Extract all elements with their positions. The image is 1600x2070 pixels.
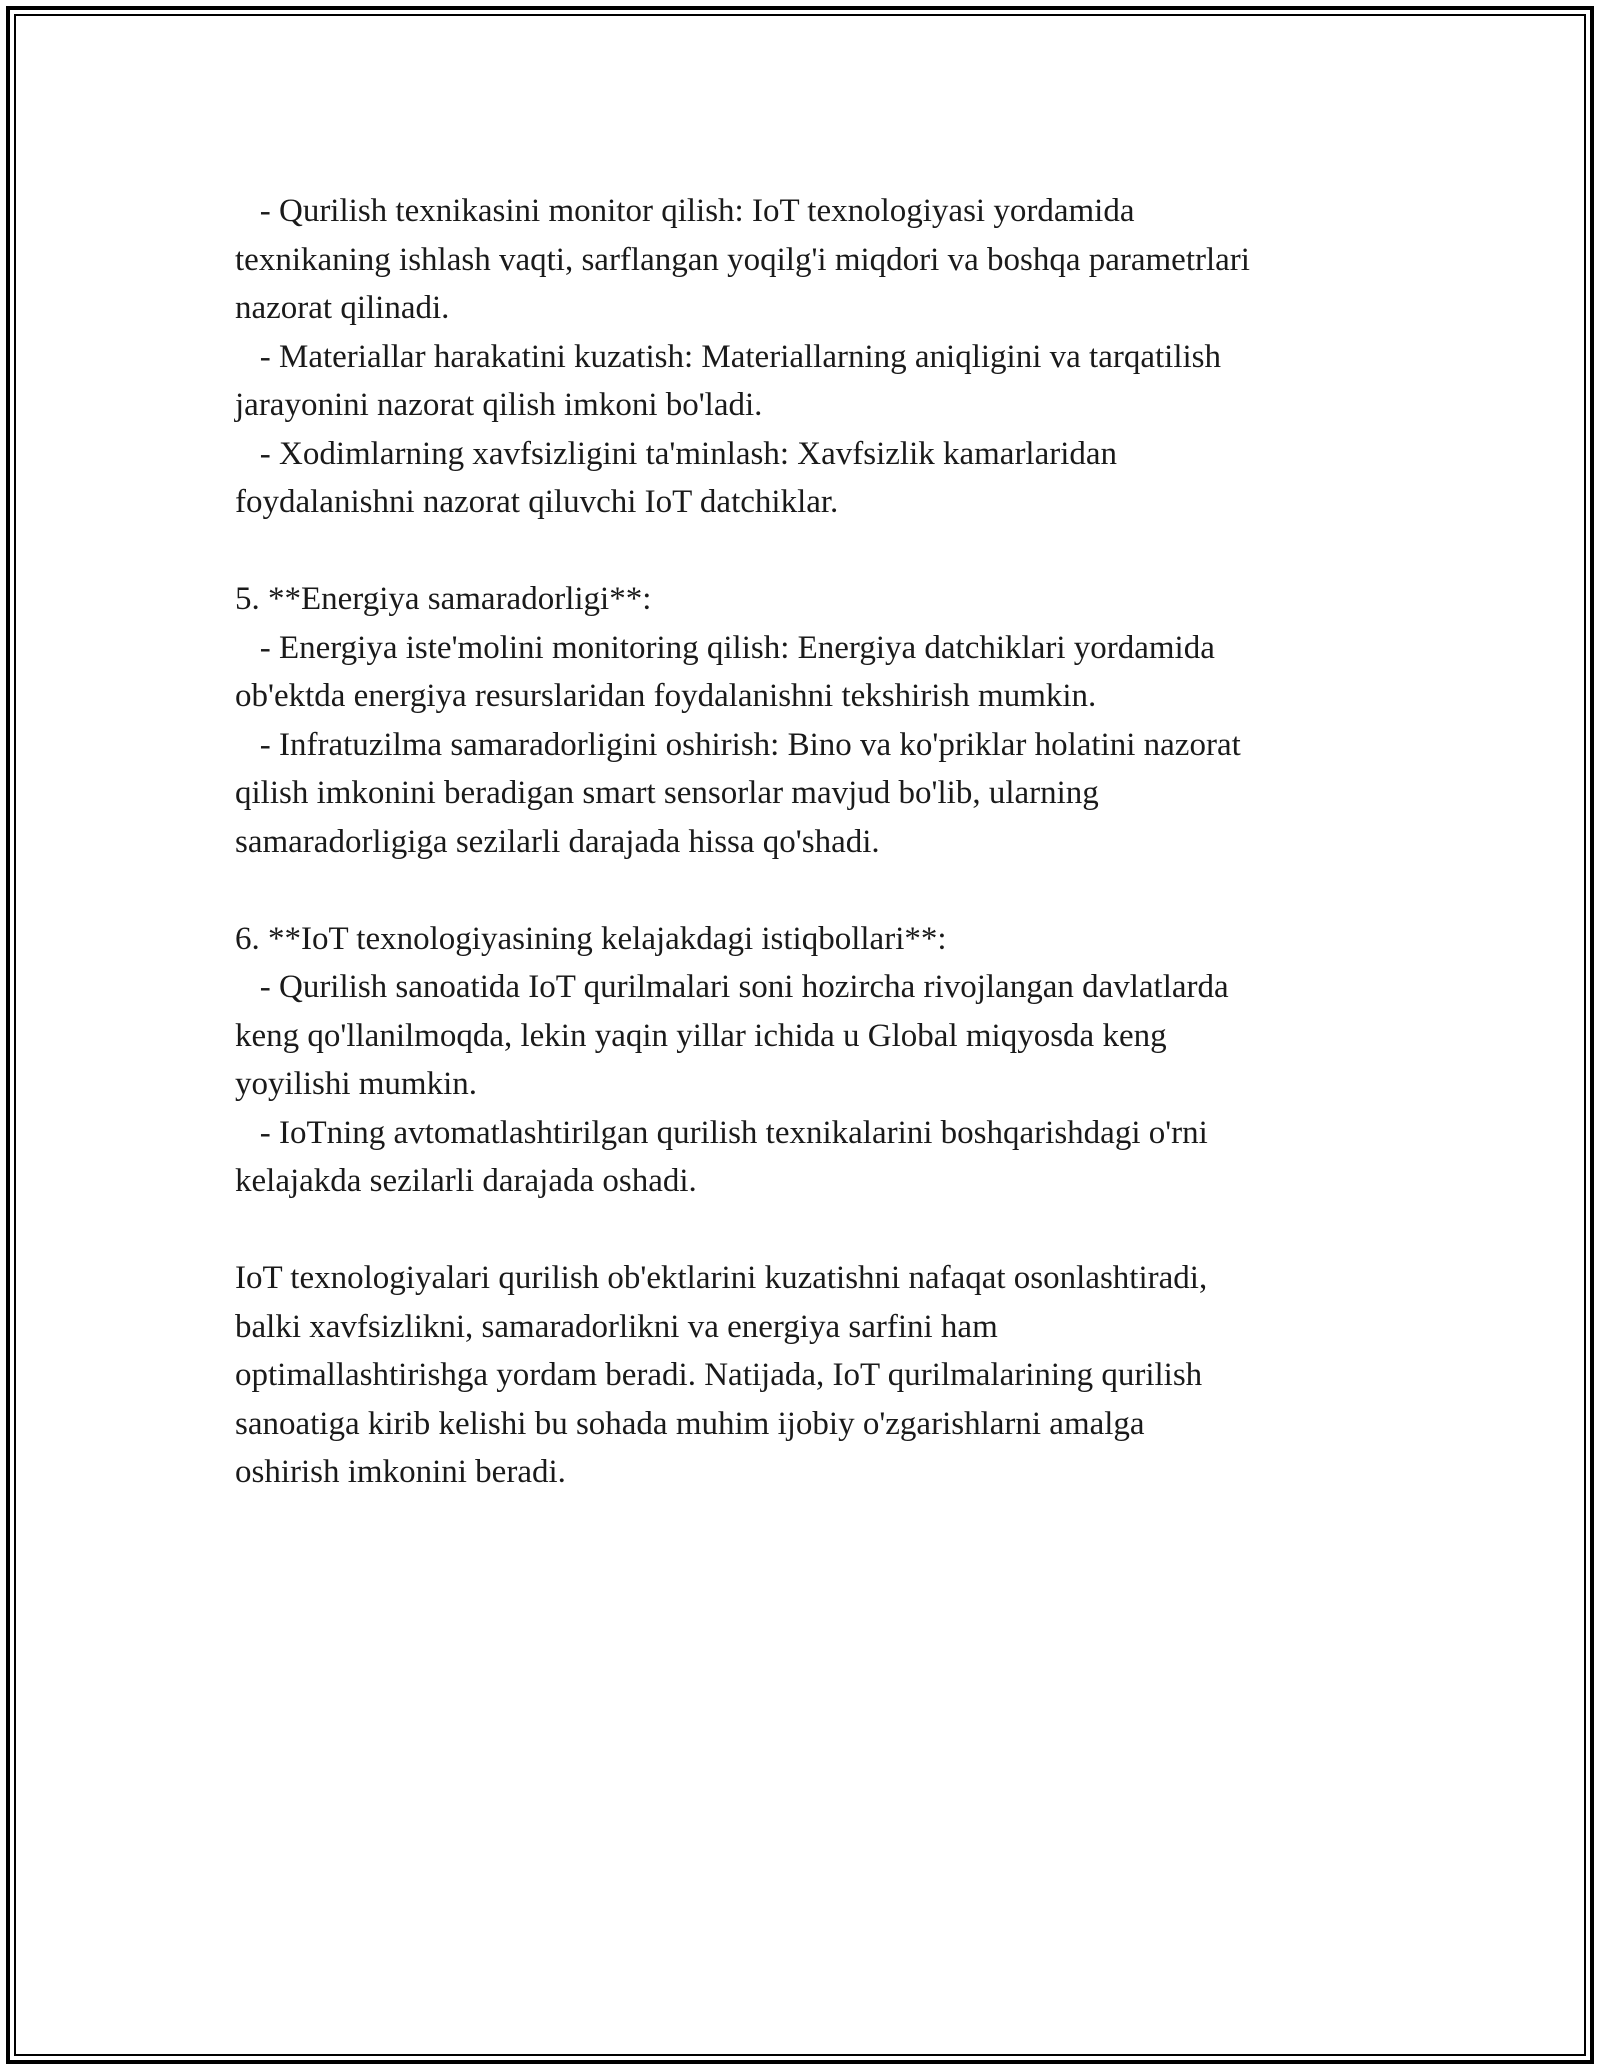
paragraph-gap bbox=[235, 866, 1415, 915]
text-line: samaradorligiga sezilarli darajada hissa qo'shadi. bbox=[235, 823, 880, 860]
text-line: qilish imkonini beradigan smart sensorlar mavjud bo'lib, ularning bbox=[235, 775, 1099, 811]
text-line: yoyilishi mumkin. bbox=[235, 1066, 478, 1102]
text-line: foydalanishni nazorat qiluvchi IoT datchiklar. bbox=[235, 484, 839, 520]
text-line: - Qurilish sanoatida IoT qurilmalari soni hozircha rivojlangan davlatlarda bbox=[235, 969, 1229, 1005]
conclusion-line: optimallashtirishga yordam beradi. Natijada, IoT qurilmalarining qurilish bbox=[235, 1357, 1203, 1393]
text-line: keng qo'llanilmoqda, lekin yaqin yillar ichida u Global miqyosda keng bbox=[235, 1017, 1167, 1054]
document-body bbox=[235, 187, 1415, 1497]
conclusion-line: IoT texnologiyalari qurilish ob'ektlarini kuzatishni nafaqat osonlashtiradi, bbox=[235, 1260, 1208, 1296]
text-line: ob'ektda energiya resurslaridan foydalanishni tekshirish mumkin. bbox=[235, 678, 1097, 714]
paragraph-gap bbox=[235, 1206, 1415, 1255]
text-line: - Infratuzilma samaradorligini oshirish: Bino va ko'priklar holatini nazorat bbox=[235, 726, 1241, 763]
section-heading: 6. **IoT texnologiyasining kelajakdagi istiqbollari**: bbox=[235, 920, 947, 957]
text-line: - Xodimlarning xavfsizligini ta'minlash: Xavfsizlik kamarlaridan bbox=[235, 435, 1118, 472]
text-line: texnikaning ishlash vaqti, sarflangan yoqilg'i miqdori va boshqa parametrlari bbox=[235, 241, 1250, 278]
conclusion-line: sanoatiga kirib kelishi bu sohada muhim ijobiy o'zgarishlarni amalga bbox=[235, 1405, 1145, 1442]
paragraph-gap bbox=[235, 527, 1415, 576]
text-line: nazorat qilinadi. bbox=[235, 290, 450, 326]
text-line: - Energiya iste'molini monitoring qilish: Energiya datchiklari yordamida bbox=[235, 629, 1215, 666]
text-line: - Qurilish texnikasini monitor qilish: IoT texnologiyasi yordamida bbox=[235, 193, 1135, 229]
text-line: jarayonini nazorat qilish imkoni bo'ladi. bbox=[235, 387, 763, 423]
conclusion-line: balki xavfsizlikni, samaradorlikni va energiya sarfini ham bbox=[235, 1308, 998, 1345]
text-line: - IoTning avtomatlashtirilgan qurilish texnikalarini boshqarishdagi o'rni bbox=[235, 1114, 1208, 1151]
section-heading: 5. **Energiya samaradorligi**: bbox=[235, 581, 652, 617]
conclusion-line: oshirish imkonini beradi. bbox=[235, 1454, 566, 1490]
text-line: - Materiallar harakatini kuzatish: Materiallarning aniqligini va tarqatilish bbox=[235, 338, 1222, 375]
text-line: kelajakda sezilarli darajada oshadi. bbox=[235, 1163, 697, 1199]
